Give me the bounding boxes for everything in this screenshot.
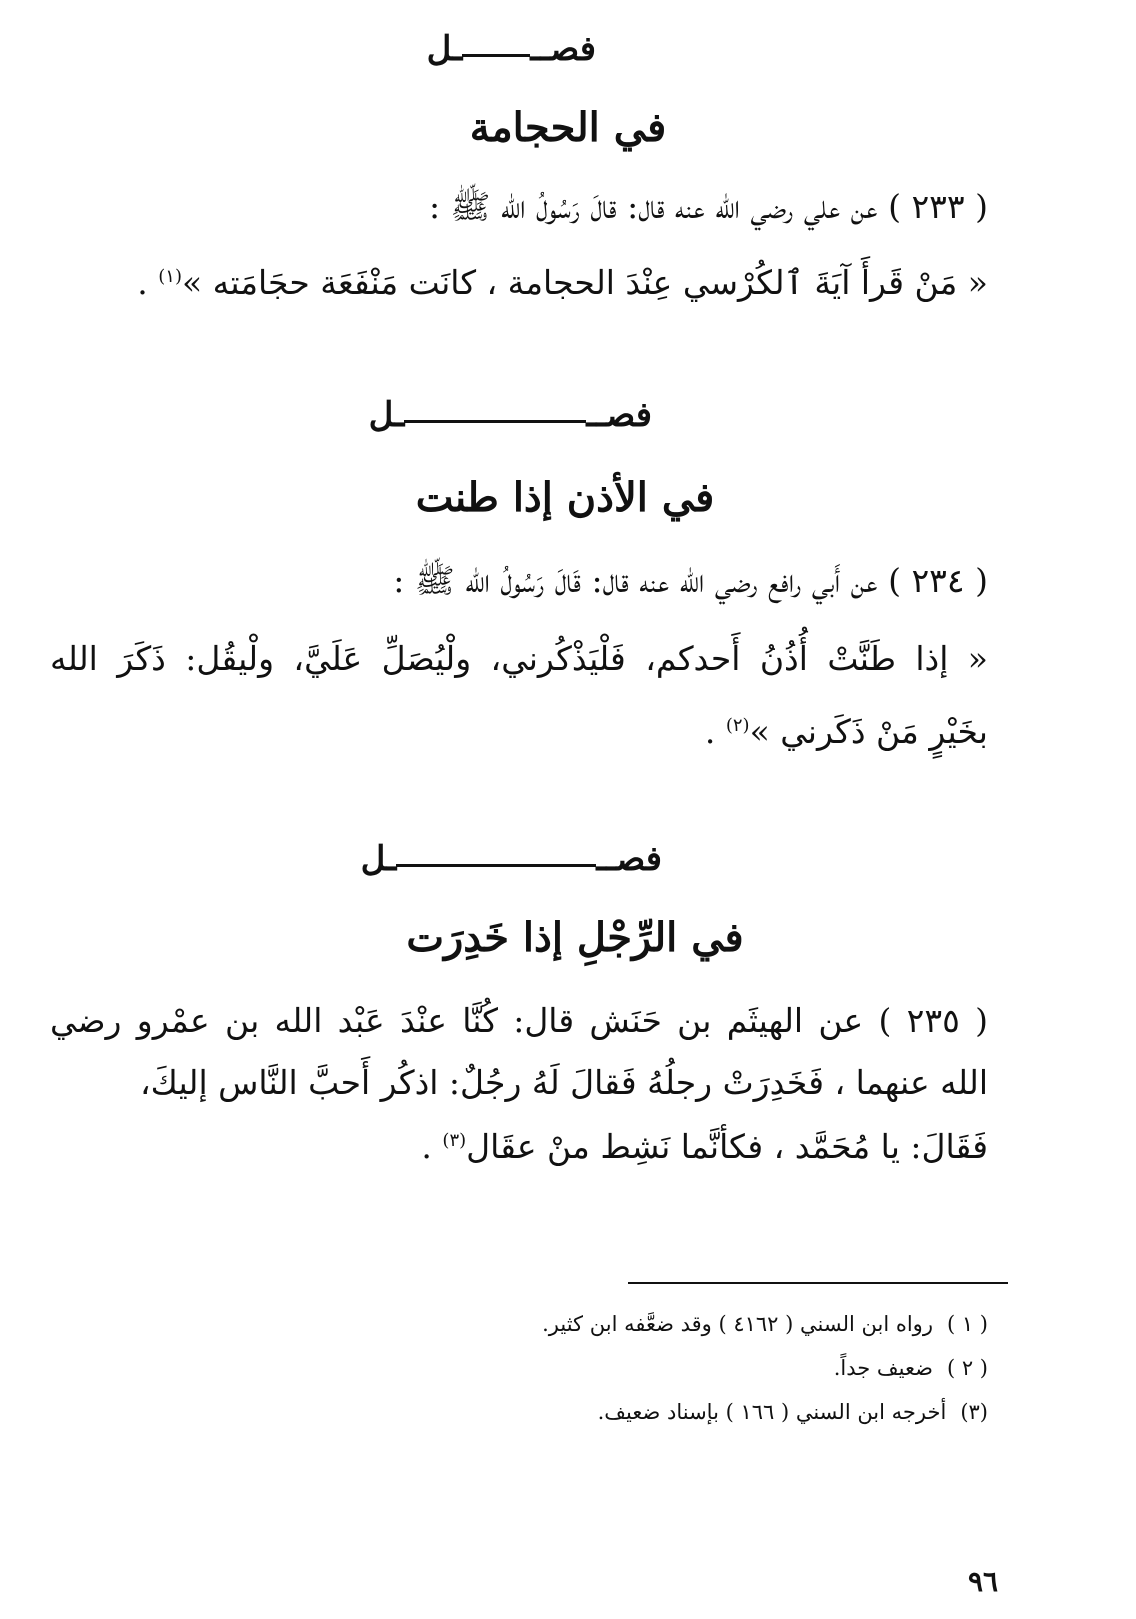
- hadith-235-line-2: الله عنهما ، فَخَدِرَتْ رجلُهُ فَقالَ لَهُ رجُلٌ: اذكُر أَحبَّ النَّاس إليكَ،: [140, 1063, 988, 1102]
- footnote-3: [598, 1402, 988, 1423]
- fasl-end: ـل: [426, 29, 463, 69]
- section-title-2: في الأذن إذا طنت: [415, 474, 715, 521]
- fasl-word: فصــ: [596, 839, 662, 879]
- hadith-233-line-2: « مَنْ قَرأَ آيَةَ ٱلكُرْسي عِنْدَ الحجامة ، كانَت مَنْفَعَة حجَامَته »$^{(١)}$ .: [137, 263, 988, 302]
- footnote-separator: [628, 1282, 1008, 1284]
- footnote-number: (٣): [960, 1400, 988, 1424]
- footnote-text: ضعيف جداً.: [833, 1356, 933, 1380]
- hadith-234-line-2: « إذا طَنَّتْ أُذُنُ أَحدكم، فَلْيَذْكُرني، ولْيُصَلِّ عَلَيَّ، ولْيقُل: ذَكَرَ الله: [50, 639, 988, 678]
- hadith-number: ( ٢٣٥ ): [878, 1001, 988, 1040]
- hadith-number: ( ٢٣٣ ): [888, 187, 988, 226]
- footnote-number: ( ٢ ): [946, 1356, 988, 1380]
- hadith-text: عن أَبي رافع رضي الله عنه قال: قَالَ رَسُولُ الله ﷺ :: [393, 561, 878, 600]
- hadith-text: بخَيْرٍ مَنْ ذَكَرني »: [749, 712, 988, 751]
- fasl-word: فصــ: [586, 395, 652, 435]
- fasl-header-3: [360, 839, 662, 879]
- hadith-234-line-3: بخَيْرٍ مَنْ ذَكَرني »$^{(٢)}$ .: [704, 712, 988, 751]
- hadith-text: « مَنْ قَرأَ آيَةَ ٱلكُرْسي عِنْدَ الحجامة ، كانَت مَنْفَعَة حجَامَته »: [182, 263, 988, 302]
- fasl-end: ـل: [360, 839, 397, 879]
- hadith-233-line-1: [130, 187, 988, 226]
- footnote-marker: (١): [158, 266, 182, 287]
- fasl-header-1: [426, 29, 596, 69]
- page-number: ٩٦: [968, 1565, 999, 1598]
- footnote-2: [834, 1358, 988, 1379]
- fasl-header-2: [368, 395, 652, 435]
- kashida-line: [396, 864, 596, 867]
- hadith-number: ( ٢٣٤ ): [888, 561, 988, 600]
- footnote-number: ( ١ ): [946, 1312, 988, 1336]
- kashida-line: [404, 420, 586, 423]
- kashida-line: [462, 54, 530, 57]
- hadith-235-line-3: فَقَالَ: يا مُحَمَّد ، فكأنَّما نَشِط منْ عقَال$^{(٣)}$ .: [421, 1127, 988, 1166]
- fasl-word: فصــ: [530, 29, 596, 69]
- hadith-text: فَقَالَ: يا مُحَمَّد ، فكأنَّما نَشِط منْ عقَال: [466, 1127, 988, 1166]
- hadith-235-line-1: [50, 1001, 988, 1040]
- hadith-text: عن علي رضي الله عنه قال: قالَ رَسُولُ الله ﷺ :: [428, 187, 878, 226]
- footnote-marker: (٣): [442, 1130, 467, 1151]
- footnote-text: أخرجه ابن السني ( ١٦٦ ) بإسناد ضعيف.: [597, 1400, 947, 1424]
- footnote-1: [542, 1314, 988, 1335]
- section-title-3: في الرِّجْلِ إذا خَدِرَت: [406, 914, 744, 961]
- section-title-1: في الحجامة: [469, 104, 667, 151]
- hadith-text: عن الهيثَم بن حَنَش قال: كُنَّا عنْدَ عَبْد الله بن عمْرو رضي: [50, 1001, 864, 1040]
- footnote-text: رواه ابن السني ( ٤١٦٢ ) وقد ضعَّفه ابن كثير.: [542, 1312, 933, 1336]
- fasl-end: ـل: [368, 395, 405, 435]
- footnote-marker: (٢): [725, 715, 750, 736]
- hadith-234-line-1: [130, 561, 988, 600]
